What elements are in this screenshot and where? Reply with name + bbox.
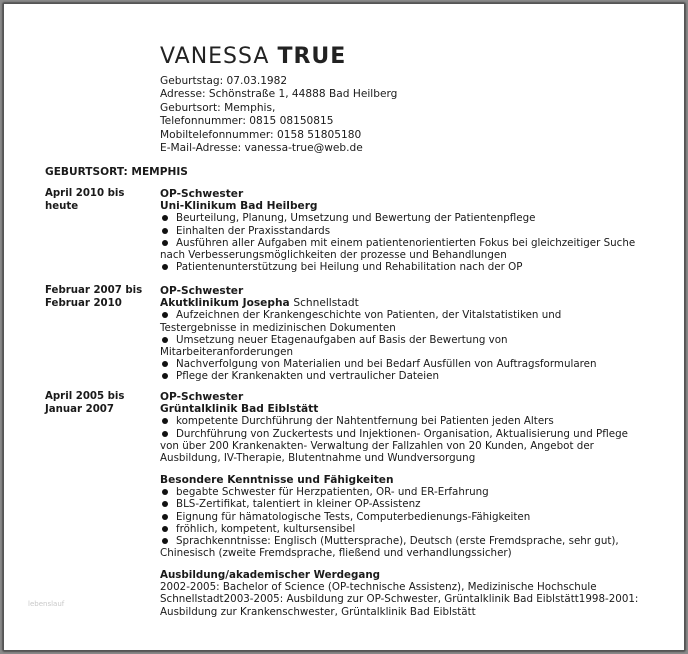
list-item [160,225,640,237]
education-line: Ausbildung zur Krankenschwester, Grüntalklinik Bad Eiblstätt [160,605,476,618]
skills-title: Besondere Kenntnisse und Fähigkeiten [160,474,394,486]
list-item-text: Nachverfolgung von Materialien und bei Bedarf Ausfüllen von Auftragsformularen [176,358,597,371]
list-item-text: Beurteilung, Planung, Umsetzung und Bewertung der Patientenpflege [176,212,536,225]
company-location: Schnellstadt [293,297,359,310]
entry-company [160,200,640,212]
entry-date: April 2010 bis heute [45,188,125,212]
email-line: E-Mail-Adresse: vanessa-true@web.de [160,142,363,155]
bullet-icon [162,373,168,379]
contact-block [160,75,640,155]
bullet-icon [162,526,168,532]
list-item [160,523,640,535]
duty-list [160,309,640,382]
list-item [160,428,640,465]
mobile-line: Mobiltelefonnummer: 0158 51805180 [160,128,362,141]
bullet-icon [162,501,168,507]
entry-company [160,403,640,415]
list-item [160,415,640,427]
list-item-text: Ausführen aller Aufgaben mit einem patientenorientierten Fokus bei gleichzeitiger Suche nach Verbesserungsmöglichkeiten der prozesse und Behandlungen [160,236,636,262]
list-item-text: Umsetzung neuer Etagenaufgaben auf Basis der Bewertung von Mitarbeiteranforderungen [160,333,508,359]
list-item [160,535,640,559]
entry-role: OP-Schwester [160,285,244,297]
list-item [160,486,640,498]
list-item [160,309,640,333]
company-name: Uni-Klinikum Bad Heilberg [160,200,318,213]
bullet-icon [162,489,168,495]
entry-company [160,297,640,309]
first-name: VANESSA [160,44,270,69]
entry-date: Februar 2007 bis Februar 2010 [45,285,143,309]
bullet-icon [162,337,168,343]
list-item-text: Sprachkenntnisse: Englisch (Muttersprache), Deutsch (erste Fremdsprache, sehr gut), Chinesisch (zweite Fremdsprache, fließend und verhandlungssicher) [160,535,619,560]
duty-list [160,415,640,464]
list-item-text: fröhlich, kompetent, kultursensibel [176,522,356,535]
list-item-text: Patientenunterstützung bei Heilung und Rehabilitation nach der OP [176,261,523,274]
list-item [160,511,640,523]
list-item-text: begabte Schwester für Herzpatienten, OR- und ER-Erfahrung [176,486,489,499]
company-name: Grüntalklinik Bad Eiblstätt [160,403,319,416]
address-line: Adresse: Schönstraße 1, 44888 Bad Heilberg [160,88,398,101]
bullet-icon [162,215,168,221]
bullet-icon [162,431,168,437]
phone-line: Telefonnummer: 0815 08150815 [160,115,334,128]
bullet-icon [162,264,168,270]
list-item-text: kompetente Durchführung der Nahtentfernung bei Patienten jeden Alters [176,415,554,428]
bullet-icon [162,418,168,424]
bullet-icon [162,538,168,544]
bullet-icon [162,514,168,520]
entry-role: OP-Schwester [160,188,244,200]
list-item-text: Einhalten der Praxisstandards [176,224,331,237]
list-item [160,261,640,273]
skills-list [160,486,640,559]
list-item-text: Pflege der Krankenakten und vertraulicher Dateien [176,370,439,383]
list-item [160,370,640,382]
entry-role: OP-Schwester [160,391,244,403]
birthday-line: Geburtstag: 07.03.1982 [160,75,288,87]
bullet-icon [162,312,168,318]
list-item [160,237,640,261]
last-name: TRUE [277,44,347,69]
list-item-text: Aufzeichnen der Krankengeschichte von Patienten, der Vitalstatistiken und Testergebnisse in medizinischen Dokumenten [160,309,562,334]
education-line: Schnellstadt2003-2005: Ausbildung zur OP-Schwester, Grüntalklinik Bad Eiblstätt1998-2001: [160,593,639,606]
company-name: Akutklinikum Josepha [160,297,290,310]
list-item [160,358,640,370]
list-item-text: BLS-Zertifikat, talentiert in kleiner OP-Assistenz [176,498,421,511]
resume-page [3,3,685,651]
applicant-name [160,44,346,69]
entry-date: April 2005 bis Januar 2007 [45,391,125,415]
education-title: Ausbildung/akademischer Werdegang [160,569,381,581]
birthplace-line: Geburtsort: Memphis, [160,101,276,114]
list-item-text: Eignung für hämatologische Tests, Computerbedienungs-Fähigkeiten [176,510,531,523]
list-item-text: Durchführung von Zuckertests und Injektionen- Organisation, Aktualisierung und Pflege von über 200 Krankenakten- Verwaltung der Fallzahlen von 20 Kunden, Angebot der Ausbildung, IV-Therapie, Blutentnahme und Wundversorgung [160,427,628,465]
list-item [160,498,640,510]
education-line: 2002-2005: Bachelor of Science (OP-technische Assistenz), Medizinische Hochschule [160,581,597,594]
bullet-icon [162,361,168,367]
bullet-icon [162,228,168,234]
bullet-icon [162,240,168,246]
list-item [160,334,640,358]
watermark-text: lebenslauf [28,600,65,608]
list-item [160,212,640,224]
duty-list [160,212,640,273]
section-headline: GEBURTSORT: MEMPHIS [45,166,188,178]
